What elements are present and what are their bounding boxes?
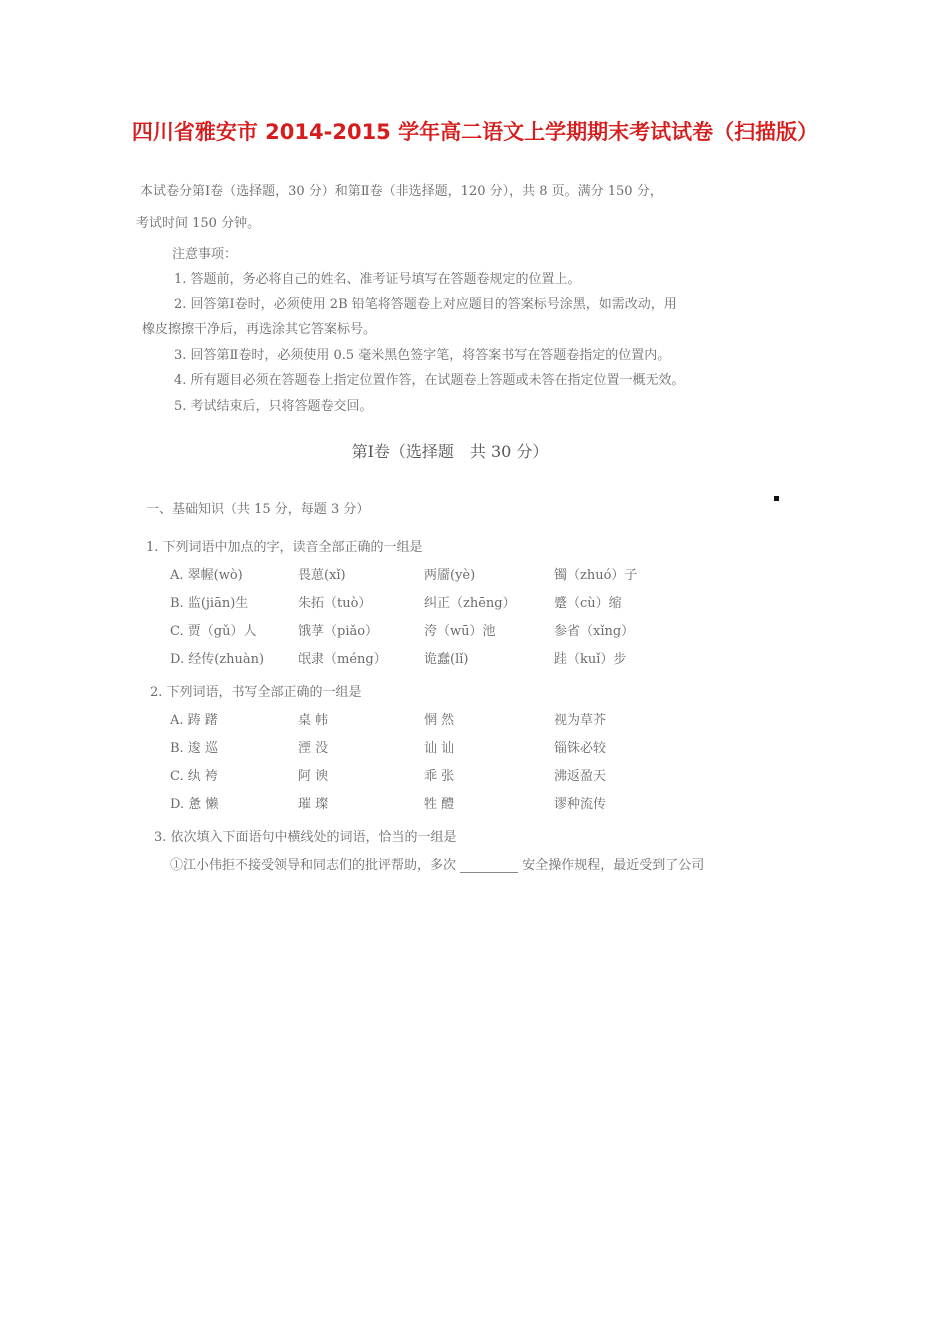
q1-b-word-1: B. 监(jiān)生 (170, 596, 249, 611)
q1-option-a (170, 564, 730, 586)
q1-option-b (170, 592, 730, 614)
q2-c-word-1: C. 纨 袴 (170, 769, 218, 784)
q2-c-word-2: 阿 谀 (298, 769, 329, 784)
q2-option-c (170, 765, 730, 787)
q2-a-word-4: 视为草芥 (554, 713, 607, 728)
q2-d-word-3: 牲 醴 (424, 797, 455, 812)
notice-item-2: 2. 回答第Ⅰ卷时，必须使用 2B 铅笔将答题卷上对应题目的答案标号涂黑，如需改动，用 (174, 297, 677, 312)
part-one-heading: 一、基础知识（共 15 分，每题 3 分） (146, 502, 370, 517)
document-title: 四川省雅安市 2014-2015 学年高二语文上学期期末考试试卷（扫描版） (131, 120, 819, 144)
notice-item-2-cont: 橡皮擦擦干净后，再选涂其它答案标号。 (142, 322, 377, 337)
q1-a-word-3: 两靥(yè) (424, 568, 476, 583)
q3-sentence-end: 安全操作规程，最近受到了公司 (522, 858, 705, 873)
section-one-title: 第Ⅰ卷（选择题 共 30 分） (351, 442, 549, 461)
notice-heading: 注意事项： (172, 247, 238, 262)
q1-d-word-2: 氓隶（méng） (298, 652, 387, 667)
q2-b-word-2: 湮 没 (298, 741, 329, 756)
question-3-stem: 3. 依次填入下面语句中横线处的词语，恰当的一组是 (154, 830, 457, 845)
q1-a-word-2: 畏葸(xǐ) (298, 568, 346, 583)
intro-line-1: 本试卷分第Ⅰ卷（选择题，30 分）和第Ⅱ卷（非选择题，120 分），共 8 页。满分 150 分， (140, 184, 663, 199)
q2-c-word-4: 沸返盈天 (554, 769, 607, 784)
q1-c-word-1: C. 贾（gǔ）人 (170, 624, 257, 639)
q2-a-word-1: A. 踌 躇 (170, 713, 218, 728)
q2-a-word-3: 惘 然 (424, 713, 455, 728)
q1-d-word-4: 跬（kuǐ）步 (554, 652, 627, 667)
q1-b-word-2: 朱拓（tuò） (298, 596, 372, 611)
q2-a-word-2: 桌 帏 (298, 713, 329, 728)
q1-d-word-3: 诡蠢(lǐ) (424, 652, 469, 667)
notice-item-1: 1. 答题前，务必将自己的姓名、准考证号填写在答题卷规定的位置上。 (174, 272, 581, 287)
q2-option-d (170, 793, 730, 815)
q1-b-word-4: 蹙（cù）缩 (554, 596, 622, 611)
q1-c-word-4: 参省（xǐng） (554, 624, 635, 639)
q2-b-word-3: 讪 讪 (424, 741, 455, 756)
q3-blank (460, 862, 518, 873)
q2-d-word-4: 谬种流传 (554, 797, 607, 812)
question-2-stem: 2. 下列词语，书写全部正确的一组是 (150, 685, 362, 700)
q2-b-word-1: B. 逡 巡 (170, 741, 218, 756)
q1-b-word-3: 纠正（zhēng） (424, 596, 516, 611)
notice-item-4: 4. 所有题目必须在答题卷上指定位置作答，在试题卷上答题或未答在指定位置一概无效。 (174, 373, 685, 388)
q2-d-word-2: 璀 璨 (298, 797, 329, 812)
notice-item-3: 3. 回答第Ⅱ卷时，必须使用 0.5 毫米黑色签字笔，将答案书写在答题卷指定的位置内。 (174, 348, 671, 363)
q3-sentence-start: ①江小伟拒不接受领导和同志们的批评帮助，多次 (170, 858, 457, 873)
q1-c-word-3: 洿（wū）池 (424, 624, 496, 639)
q1-option-d (170, 648, 730, 670)
question-3-sentence-1 (170, 854, 704, 873)
q1-c-word-2: 饿莩（piǎo） (298, 624, 379, 639)
notice-item-5: 5. 考试结束后，只将答题卷交回。 (174, 399, 373, 414)
q1-a-word-1: A. 翠幄(wò) (170, 568, 243, 583)
q1-a-word-4: 镯（zhuó）子 (554, 568, 638, 583)
q1-option-c (170, 620, 730, 642)
scan-speck (774, 496, 779, 501)
q2-b-word-4: 锱铢必较 (554, 741, 607, 756)
scanned-exam-page (136, 176, 770, 876)
q2-d-word-1: D. 惫 懒 (170, 797, 219, 812)
q2-option-b (170, 737, 730, 759)
q2-option-a (170, 709, 730, 731)
question-1-stem: 1. 下列词语中加点的字，读音全部正确的一组是 (146, 540, 423, 555)
intro-line-2: 考试时间 150 分钟。 (136, 216, 261, 231)
q1-d-word-1: D. 经传(zhuàn) (170, 652, 265, 667)
q2-c-word-3: 乖 张 (424, 769, 455, 784)
